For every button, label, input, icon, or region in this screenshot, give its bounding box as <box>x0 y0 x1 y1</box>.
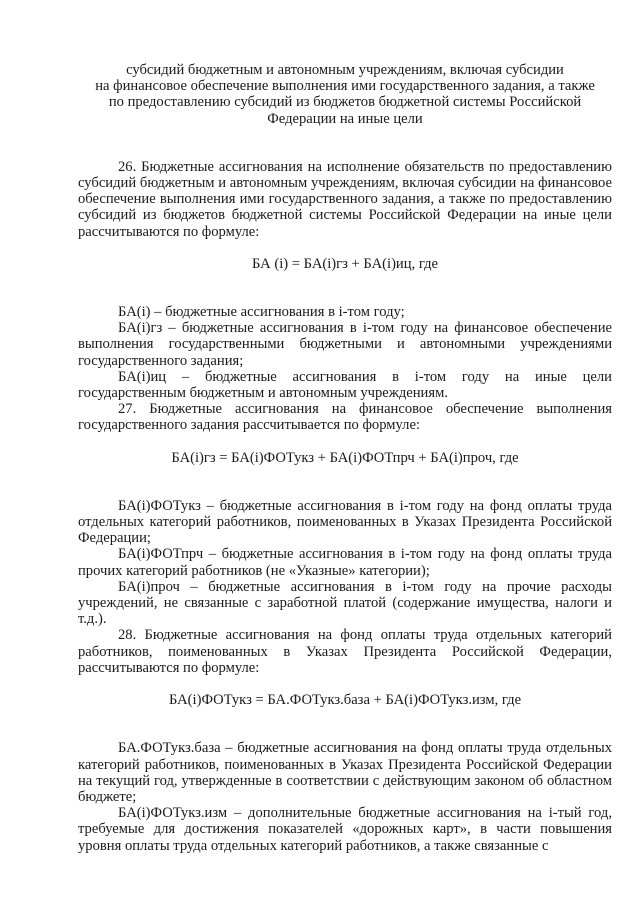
paragraph-26: 26. Бюджетные ассигнования на исполнение обязательств по предоставлению субсидий бюджетным и автономным учреждениям, включая субсидии на финансовое обеспечение выполнения ими государственного задания, а также по предоставлению субсидий из бюджетов бюджетной системы Российской Федерации на иные цели рассчитываются по формуле: <box>78 158 612 240</box>
definition-ba: БА(i) – бюджетные ассигнования в i-том году; <box>118 304 405 321</box>
paragraph-28: 28. Бюджетные ассигнования на фонд оплаты труда отдельных категорий работников, поименованных в Указах Президента Российской Федерации, рассчитываются по формуле: <box>78 627 612 676</box>
heading-line: на финансовое обеспечение выполнения ими государственного задания, а также <box>95 78 595 95</box>
definition-proch: БА(i)проч – бюджетные ассигнования в i-том году на прочие расходы учреждений, не связанные с заработной платой (содержание имущества, налоги и т.д.). <box>78 578 612 628</box>
formula-ba-gz: БА(i)гз = БА(i)ФОТукз + БА(i)ФОТпрч + БА(i)проч, где <box>171 449 519 466</box>
heading-line: по предоставлению субсидий из бюджетов бюджетной системы Российской <box>108 94 582 111</box>
definition-fot-ukz-izm: БА(i)ФОТукз.изм – дополнительные бюджетные ассигнования на i-тый год, требуемые для достижения показателей «дорожных карт», в части повышения уровня оплаты труда отдельных категорий работников, а также связанные с <box>78 805 612 854</box>
section-heading <box>78 62 612 127</box>
formula-fot-ukz: БА(i)ФОТукз = БА.ФОТукз.база + БА(i)ФОТукз.изм, где <box>168 692 522 709</box>
heading-line: Федерации на иные цели <box>267 110 423 127</box>
definition-ba-ic: БА(i)иц – бюджетные ассигнования в i-том году на иные цели государственным бюджетным и автономным учреждениям. <box>78 368 612 402</box>
definition-fot-ukz: БА(i)ФОТукз – бюджетные ассигнования в i-том году на фонд оплаты труда отдельных категорий работников, поименованных в Указах Президента Российской Федерации; <box>78 497 612 547</box>
definition-fot-ukz-baza: БА.ФОТукз.база – бюджетные ассигнования на фонд оплаты труда отдельных категорий работников, поименованных в Указах Президента Российской Федерации на текущий год, утвержденные в соответствии с действующим законом об областном бюджете; <box>78 740 612 805</box>
definition-ba-gz: БА(i)гз – бюджетные ассигнования в i-том году на финансовое обеспечение выполнения государственными бюджетными и автономными учреждениями государственного задания; <box>78 320 612 369</box>
paragraph-27: 27. Бюджетные ассигнования на финансовое обеспечение выполнения государственного задания рассчитывается по формуле: <box>78 401 612 434</box>
heading-line: субсидий бюджетным и автономным учреждениям, включая субсидии <box>126 62 564 78</box>
formula-ba-total: БА (i) = БА(i)гз + БА(i)иц, где <box>251 255 439 272</box>
definition-fot-prch: БА(i)ФОТпрч – бюджетные ассигнования в i-том году на фонд оплаты труда прочих категорий работников (не «Указные» категории); <box>78 546 612 579</box>
